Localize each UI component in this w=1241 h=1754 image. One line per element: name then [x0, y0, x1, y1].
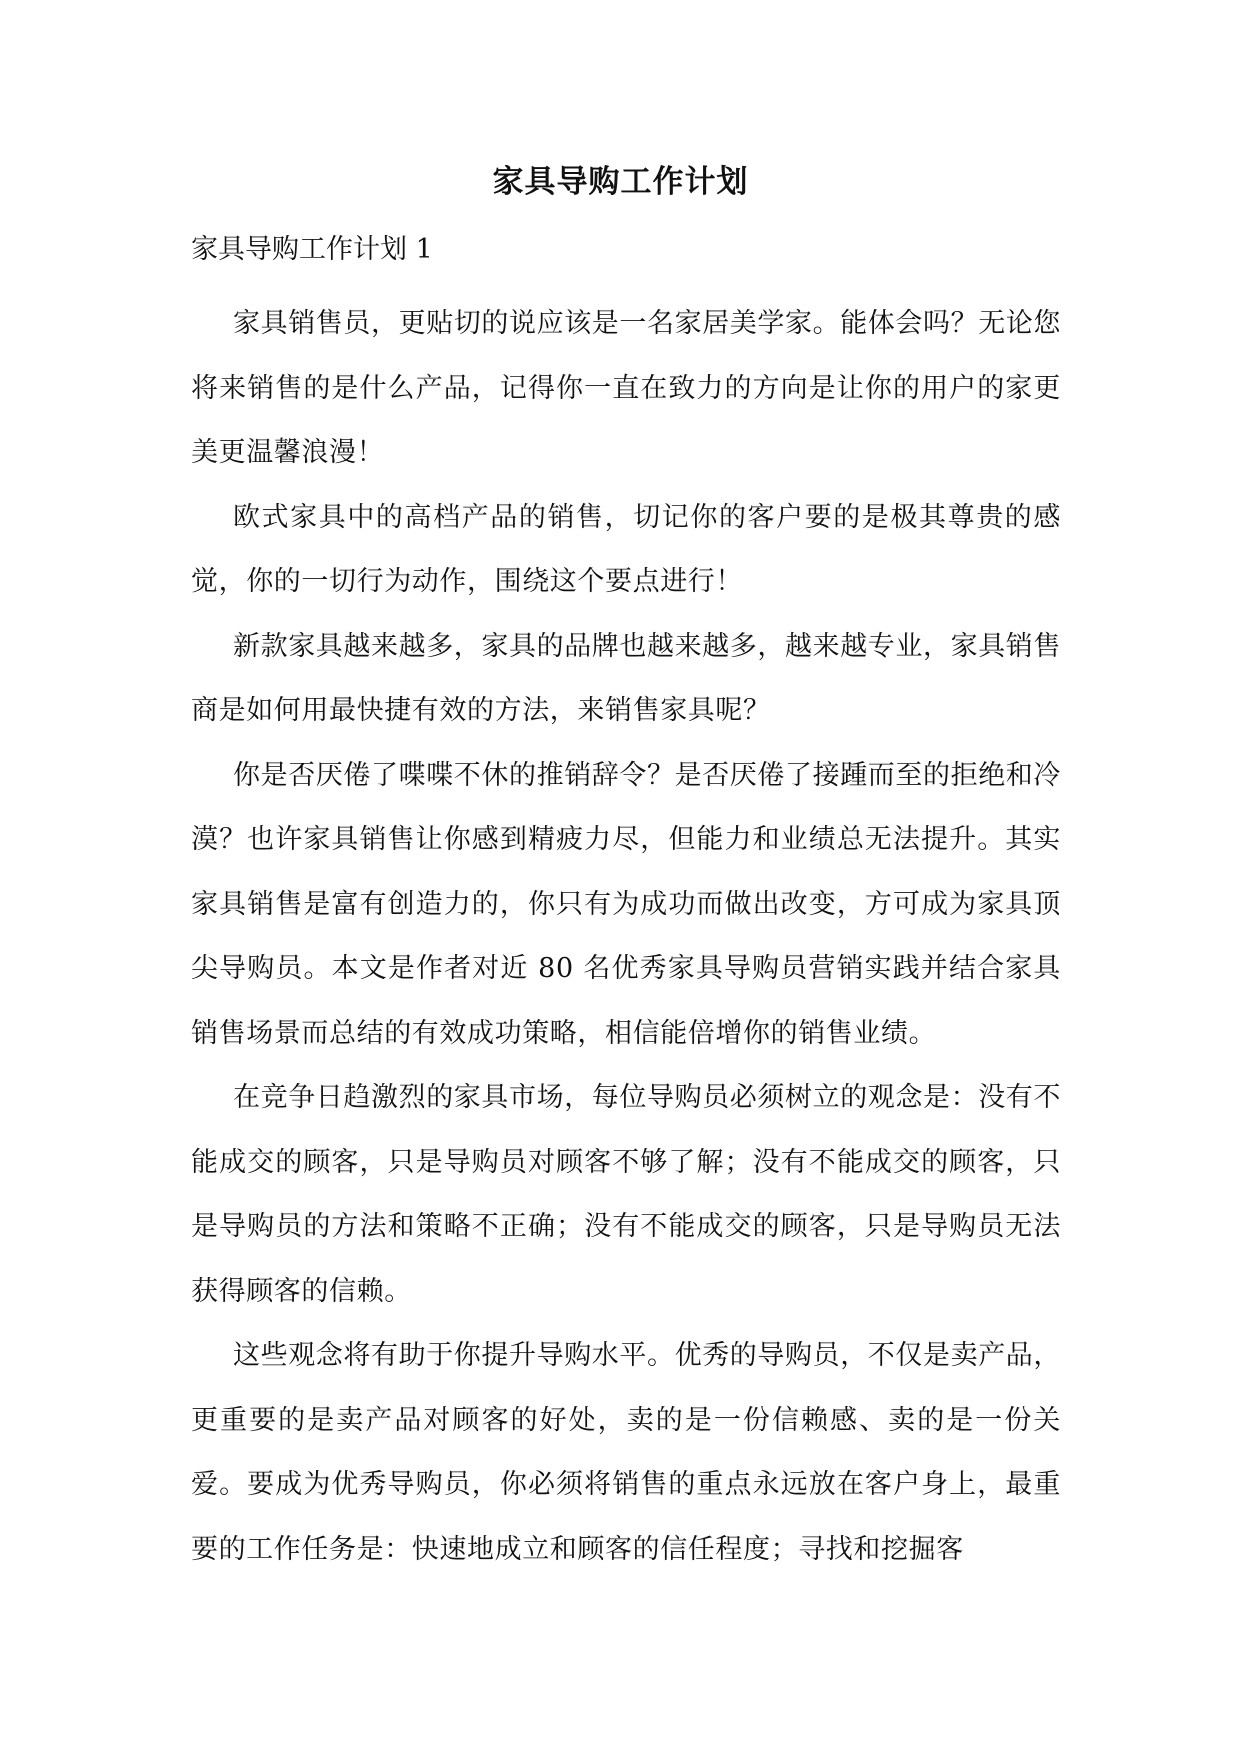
paragraph: 在竞争日趋激烈的家具市场，每位导购员必须树立的观念是：没有不能成交的顾客，只是导购员对顾客不够了解；没有不能成交的顾客，只是导购员的方法和策略不正确；没有不能成交的顾客，只是导购员无法获得顾客的信赖。	[191, 1082, 1061, 1307]
paragraph: 欧式家具中的高档产品的销售，切记你的客户要的是极其尊贵的感觉，你的一切行为动作，围绕这个要点进行！	[191, 501, 1061, 597]
paragraph: 你是否厌倦了喋喋不休的推销辞令？是否厌倦了接踵而至的拒绝和冷漠？也许家具销售让你感到精疲力尽，但能力和业绩总无法提升。其实家具销售是富有创造力的，你只有为成功而做出改变，方可成为家具顶尖导购员。本文是作者对近 80 名优秀家具导购员营销实践并结合家具销售场景而总结的有效成功策略，相信能倍增你的销售业绩。	[191, 759, 1061, 1049]
section-heading: 家具导购工作计划 1	[191, 234, 433, 265]
document-title: 家具导购工作计划	[492, 164, 749, 200]
paragraph: 这些观念将有助于你提升导购水平。优秀的导购员，不仅是卖产品，更重要的是卖产品对顾客的好处，卖的是一份信赖感、卖的是一份关爱。要成为优秀导购员，你必须将销售的重点永远放在客户身上，最重要的工作任务是：快速地成立和顾客的信任程度；寻找和挖掘客	[191, 1340, 1061, 1565]
paragraph: 新款家具越来越多，家具的品牌也越来越多，越来越专业，家具销售商是如何用最快捷有效的方法，来销售家具呢？	[191, 630, 1061, 726]
paragraph: 家具销售员，更贴切的说应该是一名家居美学家。能体会吗？无论您将来销售的是什么产品，记得你一直在致力的方向是让你的用户的家更美更温馨浪漫！	[191, 308, 1061, 468]
document-body	[191, 292, 1061, 1582]
